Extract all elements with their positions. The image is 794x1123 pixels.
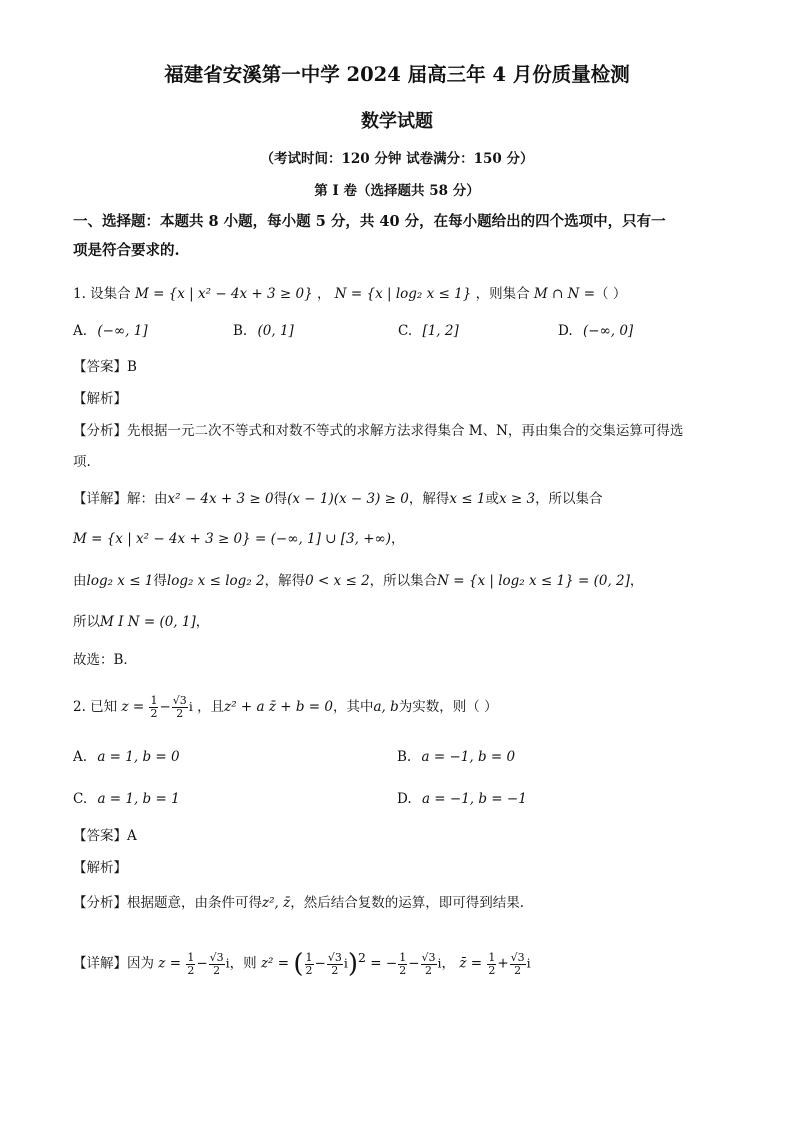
q2-detail-frac-half-2-den: 2 bbox=[305, 963, 313, 977]
q2-option-b bbox=[397, 748, 515, 766]
q2-detail-frac-sqrt3-4 bbox=[510, 952, 526, 977]
q2-detail-frac-sqrt3-num: √3 bbox=[209, 950, 224, 964]
q2-detail-comma: ， bbox=[441, 955, 456, 972]
q2-fenxi bbox=[73, 894, 524, 912]
q1-option-a-value: (−∞, 1] bbox=[97, 323, 148, 339]
q2-detail-eq-minus: = − bbox=[370, 955, 398, 972]
q2-fenxi-a: 【分析】根据题意，由条件可得 bbox=[73, 895, 262, 911]
q2-option-c bbox=[73, 790, 180, 808]
q1-detail-4a: 所以 bbox=[73, 614, 100, 630]
q2-option-a-label: A. bbox=[73, 749, 88, 765]
q2-option-b-label: B. bbox=[397, 749, 412, 765]
q2-detail-frac-sqrt3 bbox=[209, 952, 225, 977]
q2-detail-frac-sqrt3-4-den: 2 bbox=[514, 963, 522, 977]
q2-frac-half bbox=[149, 695, 158, 720]
q1-option-b-value: (0, 1] bbox=[257, 323, 294, 339]
q2-prefix: 2. 已知 bbox=[73, 699, 118, 715]
q1-option-c-value: [1, 2] bbox=[422, 323, 459, 339]
q1-detail-4b: M I N = (0, 1] bbox=[100, 614, 196, 630]
subject-title: 数学试题 bbox=[361, 111, 433, 132]
q1-suffix: ，则集合 bbox=[475, 286, 530, 302]
q1-detail-line4 bbox=[73, 613, 209, 631]
q2-detail-paren-close: ) bbox=[347, 949, 359, 979]
q2-ab: a, b bbox=[373, 699, 399, 715]
q2-detail bbox=[73, 938, 531, 978]
q2-detail-frac-sqrt3-3-num: √3 bbox=[421, 950, 436, 964]
q2-fenxi-c: ，然后结合复数的运算，即可得到结果. bbox=[290, 895, 525, 911]
exam-info: （考试时间：120 分钟 试卷满分：150 分） bbox=[260, 151, 534, 167]
q1-comma: ， bbox=[317, 286, 331, 302]
q2-detail-frac-half-den: 2 bbox=[187, 963, 195, 977]
q1-detail-1i: ，所以集合 bbox=[535, 491, 603, 507]
q1-option-d bbox=[558, 322, 633, 340]
q2-frac-sqrt3-num: √3 bbox=[172, 694, 187, 707]
q1-detail-2-end: ， bbox=[391, 531, 405, 547]
q2-detail-i-3: i bbox=[437, 955, 442, 971]
q2-stem-end: 为实数，则（ ） bbox=[398, 699, 498, 715]
q2-detail-frac-half-2 bbox=[305, 952, 314, 977]
document-title: 福建省安溪第一中学 2024 届高三年 4 月份质量检测 bbox=[164, 63, 630, 86]
q2-detail-frac-half-3-num: 1 bbox=[399, 950, 407, 964]
q2-detail-frac-half-4 bbox=[487, 952, 496, 977]
q1-detail-line1 bbox=[73, 490, 603, 508]
q2-detail-i-2: i bbox=[343, 955, 348, 971]
q2-minus: − bbox=[159, 699, 171, 715]
q1-detail-3f: 0 < x ≤ 2 bbox=[305, 573, 370, 589]
q1-detail-2-expr: M = {x | x² − 4x + 3 ≥ 0} = (−∞, 1] ∪ [3, +∞) bbox=[73, 531, 392, 547]
q2-mid: ，且 bbox=[197, 699, 225, 715]
q1-detail-line3 bbox=[73, 572, 643, 590]
q2-detail-zbar-lhs: z̄ = bbox=[459, 955, 483, 972]
q1-option-d-label: D. bbox=[558, 323, 573, 339]
q2-detail-frac-sqrt3-3 bbox=[421, 952, 437, 977]
q2-detail-z2-lhs: z² = bbox=[260, 955, 290, 972]
q2-detail-minus-3: − bbox=[408, 955, 420, 972]
q1-option-d-value: (−∞, 0] bbox=[582, 323, 634, 339]
section-heading-line1: 一、选择题：本题共 8 小题，每小题 5 分，共 40 分，在每小题给出的四个选项中，只有一 bbox=[73, 213, 666, 230]
q1-conclusion: 故选：B． bbox=[73, 652, 137, 668]
q2-detail-b: ，则 bbox=[229, 955, 257, 972]
q2-frac-half-num: 1 bbox=[150, 694, 158, 707]
q1-detail-1h: x ≥ 3 bbox=[498, 491, 536, 507]
q2-detail-minus: − bbox=[196, 955, 208, 972]
q1-option-a bbox=[73, 322, 148, 340]
q2-detail-frac-half-3-den: 2 bbox=[399, 963, 407, 977]
q1-detail-4c: ， bbox=[195, 614, 210, 630]
q1-detail-3b: log₂ x ≤ 1 bbox=[86, 573, 154, 589]
q1-detail-3a: 由 bbox=[73, 573, 87, 589]
q2-option-d-value: a = −1, b = −1 bbox=[421, 791, 527, 807]
q1-fenxi-line2: 项. bbox=[73, 454, 91, 470]
q2-jiexi: 【解析】 bbox=[73, 860, 127, 876]
q2-detail-square: 2 bbox=[358, 950, 366, 965]
q2-condition: z² + a z̄ + b = 0 bbox=[224, 699, 333, 715]
q1-detail-3h: N = {x | log₂ x ≤ 1} = (0, 2] bbox=[437, 573, 630, 589]
q1-target: M ∩ N bbox=[533, 286, 580, 302]
question-1-stem bbox=[73, 285, 626, 303]
section-heading-line2: 项是符合要求的. bbox=[73, 242, 180, 259]
q1-detail-3e: ，解得 bbox=[264, 573, 306, 589]
q1-option-a-label: A. bbox=[73, 323, 88, 339]
q2-detail-frac-half-num: 1 bbox=[187, 950, 195, 964]
question-2-stem bbox=[73, 694, 498, 720]
q2-option-c-value: a = 1, b = 1 bbox=[97, 791, 180, 807]
q2-fenxi-b: z², z̄ bbox=[262, 895, 291, 911]
q1-set-m: M = {x | x² − 4x + 3 ≥ 0} bbox=[134, 286, 313, 302]
q2-detail-z-lhs: z = bbox=[158, 955, 182, 972]
q2-detail-frac-half-3 bbox=[398, 952, 407, 977]
q2-detail-frac-sqrt3-2-den: 2 bbox=[331, 963, 339, 977]
q1-detail-1g: 或 bbox=[485, 491, 499, 507]
q1-detail-3c: 得 bbox=[153, 573, 167, 589]
q1-jiexi: 【解析】 bbox=[73, 391, 127, 407]
q1-answer: 【答案】B bbox=[73, 359, 137, 375]
q2-detail-frac-sqrt3-3-den: 2 bbox=[425, 963, 432, 977]
q1-detail-line2 bbox=[73, 530, 405, 548]
q2-option-a bbox=[73, 748, 180, 766]
q2-option-d bbox=[397, 790, 527, 808]
q2-option-c-label: C. bbox=[73, 791, 88, 807]
q2-detail-frac-sqrt3-2-num: √3 bbox=[327, 950, 342, 964]
q1-detail-3g: ，所以集合 bbox=[369, 573, 438, 589]
q2-option-b-value: a = −1, b = 0 bbox=[421, 749, 516, 765]
q1-detail-1b: x² − 4x + 3 ≥ 0 bbox=[167, 491, 274, 507]
q2-detail-frac-half bbox=[186, 952, 195, 977]
q2-detail-frac-half-4-num: 1 bbox=[488, 950, 496, 964]
q2-detail-a: 【详解】因为 bbox=[73, 955, 154, 972]
q1-detail-1d: (x − 1)(x − 3) ≥ 0 bbox=[287, 491, 409, 507]
q2-detail-frac-half-4-den: 2 bbox=[488, 963, 496, 977]
q2-option-d-label: D. bbox=[397, 791, 412, 807]
q1-detail-1a: 【详解】解：由 bbox=[73, 491, 168, 507]
q1-option-c-label: C. bbox=[398, 323, 413, 339]
q2-detail-i-4: i bbox=[526, 955, 531, 971]
q2-frac-sqrt3 bbox=[172, 695, 188, 720]
q1-set-n: N = {x | log₂ x ≤ 1} bbox=[334, 286, 472, 302]
q1-detail-3i: ， bbox=[629, 573, 644, 589]
q2-answer: 【答案】A bbox=[73, 828, 137, 844]
q1-prefix: 1. 设集合 bbox=[73, 286, 131, 302]
q2-detail-i: i bbox=[225, 955, 230, 971]
q2-frac-half-den: 2 bbox=[150, 707, 158, 720]
q2-detail-frac-sqrt3-den: 2 bbox=[213, 963, 221, 977]
q2-detail-minus-2: − bbox=[314, 955, 326, 972]
q2-z-lhs: z = bbox=[121, 699, 145, 715]
q1-detail-3d: log₂ x ≤ log₂ 2 bbox=[166, 573, 265, 589]
q2-detail-frac-half-2-num: 1 bbox=[305, 950, 313, 964]
q2-detail-plus: + bbox=[497, 955, 509, 972]
q1-option-b bbox=[233, 322, 294, 340]
q1-detail-1e: ，解得 bbox=[408, 491, 450, 507]
q1-stem-end: =（ ） bbox=[583, 286, 627, 302]
q1-detail-1c: 得 bbox=[273, 491, 288, 507]
part-title: 第 I 卷（选择题共 58 分） bbox=[314, 183, 480, 199]
q1-fenxi-line1: 【分析】先根据一元二次不等式和对数不等式的求解方法求得集合 M、N，再由集合的交集运算可得选 bbox=[73, 423, 684, 439]
q2-option-a-value: a = 1, b = 0 bbox=[97, 749, 180, 765]
q2-detail-frac-sqrt3-4-num: √3 bbox=[510, 950, 525, 964]
q2-frac-sqrt3-den: 2 bbox=[176, 707, 184, 720]
q2-mid2: ，其中 bbox=[333, 699, 374, 715]
q1-option-c bbox=[398, 322, 459, 340]
q2-detail-paren-open: ( bbox=[293, 949, 304, 979]
q1-option-b-label: B. bbox=[233, 323, 248, 339]
q1-detail-1f: x ≤ 1 bbox=[449, 491, 486, 507]
q2-detail-frac-sqrt3-2 bbox=[327, 952, 343, 977]
q2-i-unit: i bbox=[188, 699, 193, 714]
